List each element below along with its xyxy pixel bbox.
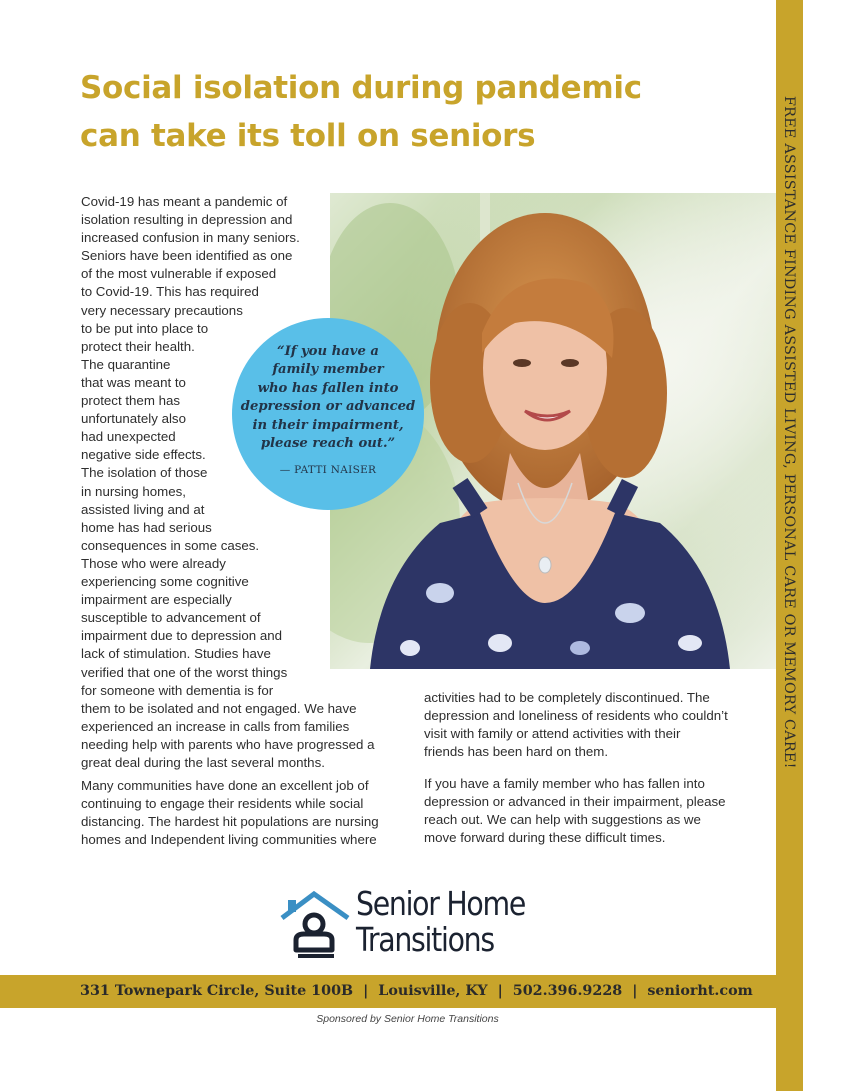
text-line: great deal during the last several months.	[81, 755, 325, 771]
text-line: activities had to be completely discontinued. The	[424, 690, 710, 705]
footer-website-link[interactable]: seniorht.com	[647, 983, 753, 999]
text-line: protect them has	[81, 393, 181, 409]
text-line: continuing to engage their residents while social	[81, 796, 364, 812]
text-line: depression and loneliness of residents who couldn’t	[424, 708, 728, 724]
text-line: increased confusion in many seniors.	[81, 230, 300, 246]
headline	[80, 64, 720, 160]
footer-address: 331 Townepark Circle, Suite 100B	[80, 983, 354, 999]
article-paragraph-3	[81, 777, 411, 849]
pull-quote-line: please reach out.”	[260, 436, 396, 452]
text-line: protect their health.	[81, 338, 195, 354]
text-line: verified that one of the worst things	[81, 664, 288, 680]
text-line: impairment are especially	[81, 592, 232, 608]
text-line: reach out. We can help with suggestions as we	[424, 812, 701, 828]
footer-phone[interactable]: 502.396.9228	[512, 983, 623, 999]
text-line: for someone with dementia is for	[81, 682, 274, 698]
logo-wordmark	[356, 886, 525, 958]
article-paragraph-2	[81, 555, 401, 772]
text-line: in nursing homes,	[81, 483, 186, 499]
text-line: needing help with parents who have progressed a	[81, 736, 375, 752]
text-line: If you have a family member who has fallen into	[424, 776, 705, 791]
headline-line-2: can take its toll on seniors	[80, 118, 536, 154]
footer-city: Louisville, KY	[378, 983, 488, 999]
pull-quote-line: in their impairment,	[252, 417, 404, 433]
footer-separator: |	[632, 983, 638, 999]
text-line: The isolation of those	[81, 465, 208, 481]
logo-line-1: Senior Home	[356, 884, 526, 923]
text-line: assisted living and at	[81, 501, 205, 517]
text-line: lack of stimulation. Studies have	[81, 646, 271, 662]
text-line: Those who were already	[81, 556, 226, 571]
company-logo[interactable]	[276, 886, 566, 962]
side-banner-text: FREE ASSISTANCE FINDING ASSISTED LIVING, PERSONAL CARE OR MEMORY CARE!	[781, 96, 797, 769]
text-line: friends has been hard on them.	[424, 744, 609, 760]
text-line: The quarantine	[81, 356, 171, 372]
text-line: consequences in some cases.	[81, 537, 260, 553]
text-line: isolation resulting in depression and	[81, 212, 293, 228]
text-line: experienced an increase in calls from families	[81, 718, 350, 734]
text-line: very necessary precautions	[81, 302, 243, 318]
text-line: experiencing some cognitive	[81, 574, 249, 590]
text-line: to Covid-19. This has required	[81, 284, 259, 300]
house-person-icon	[276, 886, 352, 962]
footer-contact	[80, 979, 770, 1003]
text-line: them to be isolated and not engaged. We have	[81, 700, 357, 716]
text-line: unfortunately also	[81, 411, 186, 427]
text-line: visit with family or attend activities with their	[424, 726, 681, 742]
text-line: had unexpected	[81, 429, 176, 445]
footer-separator: |	[363, 983, 369, 999]
article-paragraph-4	[424, 689, 754, 761]
text-line: Covid-19 has meant a pandemic of	[81, 194, 288, 209]
article-paragraph-1	[81, 193, 391, 555]
text-line: depression or advanced in their impairment, please	[424, 794, 726, 810]
pull-quote-line: family member	[272, 362, 384, 378]
text-line: move forward during these difficult times.	[424, 830, 666, 846]
text-line: to be put into place to	[81, 320, 209, 336]
text-line: home has had serious	[81, 519, 212, 535]
text-line: that was meant to	[81, 374, 186, 390]
text-line: Many communities have done an excellent job of	[81, 778, 369, 793]
pull-quote-line: “If you have a	[277, 344, 379, 359]
pull-quote-author: — PATTI NAISER	[279, 464, 377, 476]
text-line: distancing. The hardest hit populations are nursing	[81, 814, 379, 830]
pull-quote-line: depression or advanced	[240, 399, 416, 415]
text-line: of the most vulnerable if exposed	[81, 266, 277, 282]
logo-line-2: Transitions	[356, 920, 494, 959]
pull-quote-line: who has fallen into	[257, 380, 399, 396]
text-line: negative side effects.	[81, 447, 206, 463]
text-line: Seniors have been identified as one	[81, 248, 293, 264]
text-line: homes and Independent living communities where	[81, 832, 377, 848]
sponsor-credit: Sponsored by Senior Home Transitions	[316, 1013, 499, 1025]
footer-separator: |	[497, 983, 503, 999]
headline-line-1: Social isolation during pandemic	[80, 70, 642, 106]
article-paragraph-5	[424, 775, 754, 847]
text-line: susceptible to advancement of	[81, 610, 261, 626]
text-line: impairment due to depression and	[81, 628, 283, 644]
